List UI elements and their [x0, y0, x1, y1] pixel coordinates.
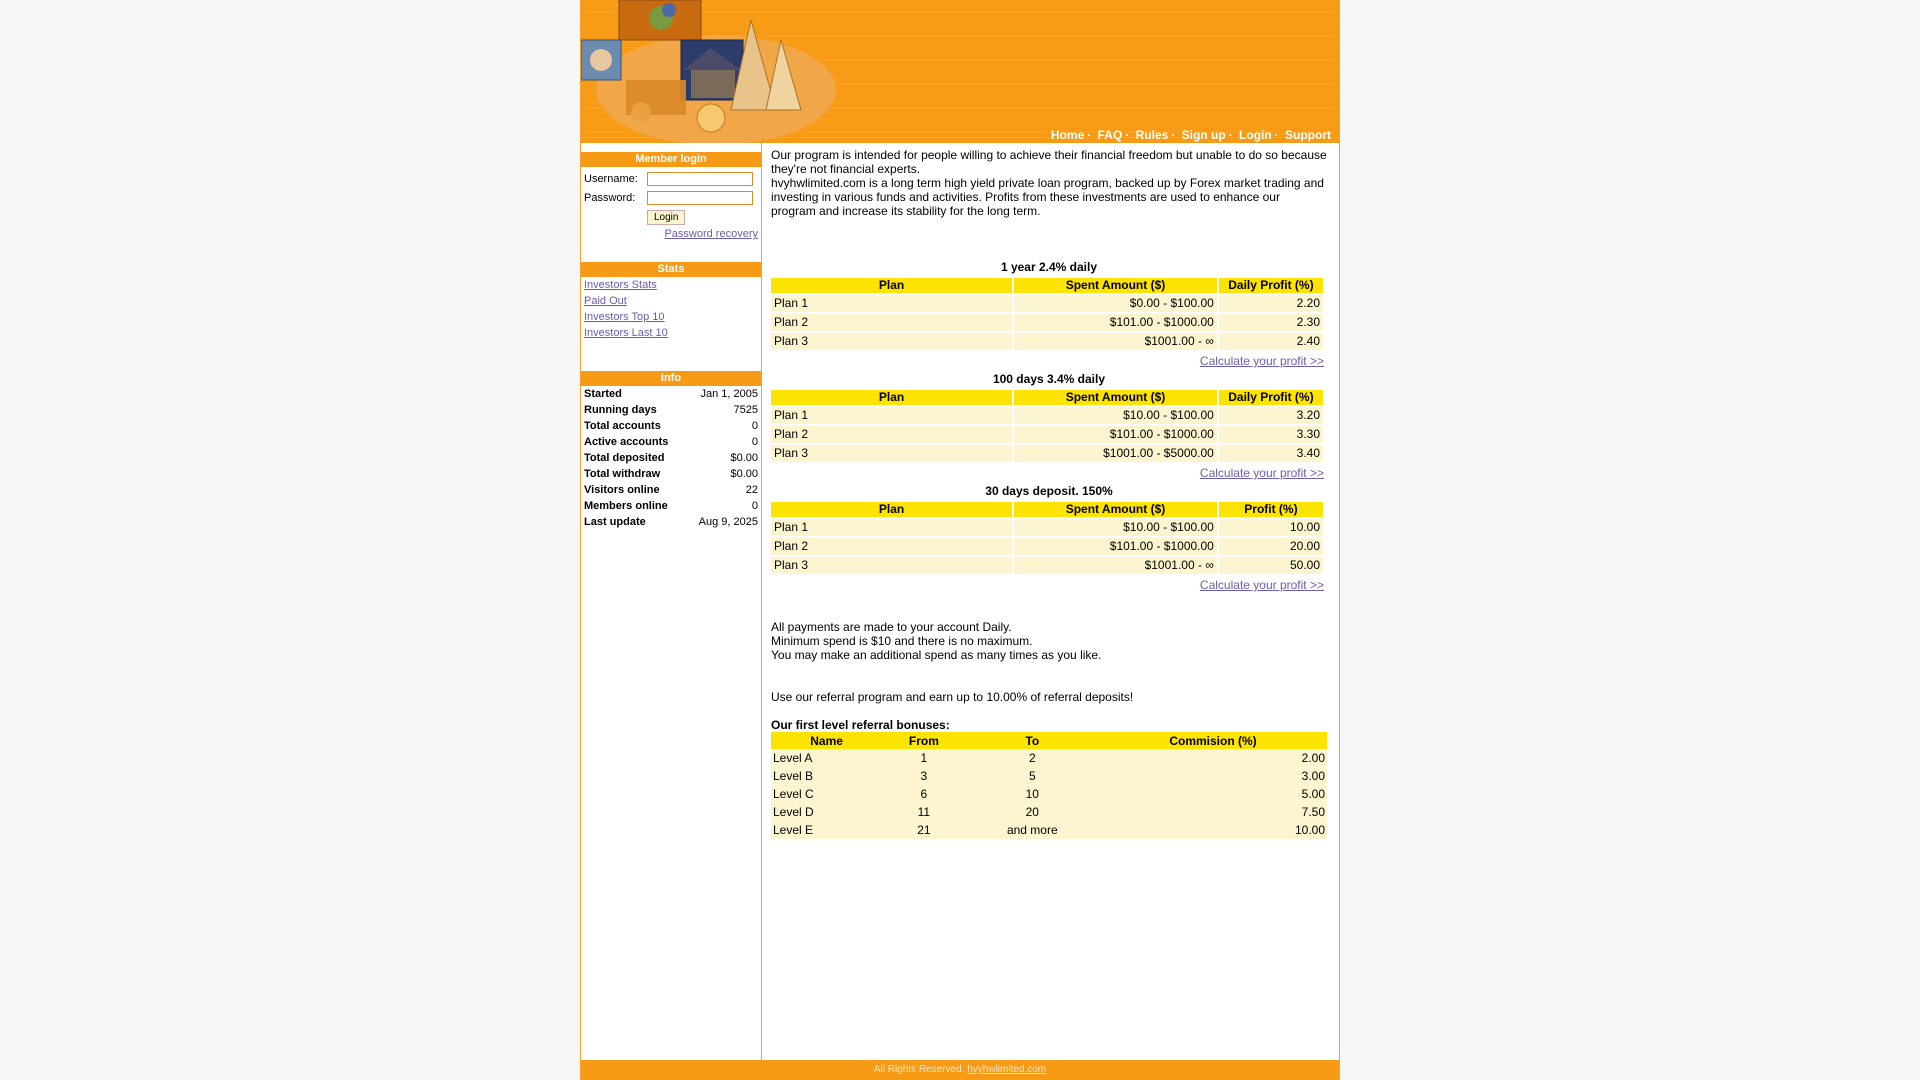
nav-faq-link[interactable]: FAQ [1097, 128, 1123, 142]
referral-table [771, 732, 1327, 839]
main-content [771, 148, 1327, 839]
info-value: 0 [751, 500, 758, 512]
plan-amount: $10.00 - $100.00 [1014, 519, 1217, 536]
calculate-profit-link[interactable]: Calculate your profit >> [1199, 466, 1324, 480]
info-value: Jan 1, 2005 [700, 388, 758, 400]
table-row [771, 314, 1323, 331]
plan-name: Plan 1 [771, 295, 1012, 312]
plan-profit: 2.30 [1219, 314, 1323, 331]
level-to: 2 [966, 749, 1099, 767]
level-commission: 5.00 [1099, 785, 1327, 803]
info-value: 0 [751, 436, 758, 448]
info-key: Total accounts [584, 420, 661, 432]
level-name: Level B [771, 767, 882, 785]
plan-table [769, 276, 1325, 352]
nav-login-link[interactable]: Login [1239, 128, 1272, 142]
password-row [581, 188, 761, 207]
table-row [771, 821, 1327, 839]
info-key: Total deposited [584, 452, 665, 464]
plan-profit: 20.00 [1219, 538, 1323, 555]
level-from: 1 [882, 749, 965, 767]
referral-note: Use our referral program and earn up to 10.00% of referral deposits! [771, 690, 1134, 704]
plans-section [771, 258, 1327, 594]
plan-name: Plan 1 [771, 519, 1012, 536]
header-collage-image [581, 0, 841, 143]
table-row [771, 407, 1323, 424]
stats-header: Stats [581, 262, 761, 277]
plan-title: 1 year 2.4% daily [1000, 260, 1098, 274]
level-from: 6 [882, 785, 965, 803]
paid-out-link[interactable]: Paid Out [584, 295, 627, 307]
username-label: Username: [584, 172, 638, 185]
payment-note: Minimum spend is $10 and there is no maximum. [771, 634, 1033, 648]
info-row [581, 466, 761, 482]
info-row [581, 418, 761, 434]
col-header: Plan [771, 390, 1012, 405]
info-key: Active accounts [584, 436, 669, 448]
page [580, 0, 1340, 1080]
info-key: Last update [584, 516, 646, 528]
table-row [771, 803, 1327, 821]
col-header: Name [771, 732, 882, 749]
top-navigation [1051, 128, 1331, 142]
plan-amount: $10.00 - $100.00 [1014, 407, 1217, 424]
nav-separator: · [1171, 128, 1176, 142]
level-to: and more [966, 821, 1099, 839]
investors-last10-link[interactable]: Investors Last 10 [584, 327, 668, 339]
plan-table [769, 500, 1325, 576]
plan-table [769, 388, 1325, 464]
plan-amount: $1001.00 - $5000.00 [1014, 445, 1217, 462]
calc-row [771, 352, 1327, 370]
footer [581, 1060, 1339, 1080]
calc-row [771, 464, 1327, 482]
investors-stats-link[interactable]: Investors Stats [584, 279, 657, 291]
plan-title: 30 days deposit. 150% [985, 484, 1113, 498]
col-header: Spent Amount ($) [1014, 278, 1217, 293]
nav-separator: · [1087, 128, 1092, 142]
level-from: 11 [882, 803, 965, 821]
table-row [771, 557, 1323, 574]
plan-profit: 10.00 [1219, 519, 1323, 536]
nav-signup-link[interactable]: Sign up [1181, 128, 1226, 142]
info-key: Total withdraw [584, 468, 661, 480]
nav-support-link[interactable]: Support [1285, 128, 1331, 142]
level-name: Level A [771, 749, 882, 767]
intro-paragraph: hvyhwlimited.com is a long term high yield private loan program, backed up by Forex market trading and investing in various funds and activities. Profits from these investments are used to enhance our program and increase its stability for the long term. [771, 176, 1324, 218]
col-header: Plan [771, 278, 1012, 293]
password-recovery-link[interactable]: Password recovery [664, 228, 758, 240]
table-row [771, 295, 1323, 312]
info-key: Running days [584, 404, 657, 416]
plan-amount: $101.00 - $1000.00 [1014, 426, 1217, 443]
col-header: From [882, 732, 965, 749]
info-value: 0 [751, 420, 758, 432]
info-value: $0.00 [730, 452, 758, 464]
payment-note: All payments are made to your account Daily. [771, 620, 1012, 634]
footer-text: All Rights Reserved. [873, 1064, 965, 1075]
info-row [581, 498, 761, 514]
plan-name: Plan 3 [771, 333, 1012, 350]
table-row [771, 333, 1323, 350]
info-row [581, 482, 761, 498]
plan-name: Plan 1 [771, 407, 1012, 424]
nav-separator: · [1125, 128, 1130, 142]
table-row [771, 445, 1323, 462]
table-row [771, 785, 1327, 803]
info-row [581, 386, 761, 402]
plan-title: 100 days 3.4% daily [992, 372, 1106, 386]
calculate-profit-link[interactable]: Calculate your profit >> [1199, 578, 1324, 592]
login-button[interactable]: Login [647, 210, 685, 225]
col-header: Spent Amount ($) [1014, 390, 1217, 405]
sidebar [581, 143, 762, 1060]
intro-paragraph: Our program is intended for people willing to achieve their financial freedom but unable to do so because they're not financial experts. [771, 148, 1327, 176]
calculate-profit-link[interactable]: Calculate your profit >> [1199, 354, 1324, 368]
password-label: Password: [584, 191, 636, 204]
calc-row [771, 576, 1327, 594]
level-to: 5 [966, 767, 1099, 785]
nav-separator: · [1228, 128, 1233, 142]
info-row [581, 402, 761, 418]
plan-name: Plan 3 [771, 557, 1012, 574]
info-value: 22 [745, 484, 758, 496]
header-banner [581, 0, 1339, 143]
col-header: To [966, 732, 1099, 749]
col-header: Daily Profit (%) [1219, 278, 1323, 293]
level-from: 21 [882, 821, 965, 839]
col-header: Profit (%) [1219, 502, 1323, 517]
nav-separator: · [1274, 128, 1279, 142]
info-row [581, 450, 761, 466]
table-row [771, 426, 1323, 443]
info-key: Started [584, 388, 622, 400]
footer-site-link[interactable]: hvyhwlimited.com [967, 1064, 1047, 1075]
plan-name: Plan 2 [771, 314, 1012, 331]
col-header: Daily Profit (%) [1219, 390, 1323, 405]
info-key: Members online [584, 500, 668, 512]
info-value: 7525 [733, 404, 758, 416]
plan-profit: 2.40 [1219, 333, 1323, 350]
table-row [771, 519, 1323, 536]
info-value: Aug 9, 2025 [698, 516, 758, 528]
info-header: Info [581, 371, 761, 386]
plan-amount: $101.00 - $1000.00 [1014, 538, 1217, 555]
info-value: $0.00 [730, 468, 758, 480]
table-row [771, 749, 1327, 767]
level-name: Level C [771, 785, 882, 803]
username-input[interactable] [647, 172, 753, 186]
member-login-header: Member login [581, 152, 761, 167]
nav-rules-link[interactable]: Rules [1135, 128, 1169, 142]
info-list [581, 386, 761, 530]
password-input[interactable] [647, 191, 753, 205]
referral-title: Our first level referral bonuses: [771, 718, 950, 732]
table-row [771, 538, 1323, 555]
plan-amount: $0.00 - $100.00 [1014, 295, 1217, 312]
info-key: Visitors online [584, 484, 660, 496]
col-header: Spent Amount ($) [1014, 502, 1217, 517]
level-from: 3 [882, 767, 965, 785]
plan-name: Plan 2 [771, 426, 1012, 443]
table-row [771, 767, 1327, 785]
level-commission: 2.00 [1099, 749, 1327, 767]
plan-profit: 50.00 [1219, 557, 1323, 574]
plan-name: Plan 3 [771, 445, 1012, 462]
info-row [581, 434, 761, 450]
level-to: 20 [966, 803, 1099, 821]
level-commission: 7.50 [1099, 803, 1327, 821]
plan-profit: 2.20 [1219, 295, 1323, 312]
level-name: Level D [771, 803, 882, 821]
info-row [581, 514, 761, 530]
plan-amount: $101.00 - $1000.00 [1014, 314, 1217, 331]
level-commission: 3.00 [1099, 767, 1327, 785]
nav-home-link[interactable]: Home [1050, 128, 1085, 142]
plan-profit: 3.20 [1219, 407, 1323, 424]
level-commission: 10.00 [1099, 821, 1327, 839]
level-to: 10 [966, 785, 1099, 803]
col-header: Plan [771, 502, 1012, 517]
plan-profit: 3.30 [1219, 426, 1323, 443]
plan-amount: $1001.00 - ∞ [1014, 333, 1217, 350]
plan-amount: $1001.00 - ∞ [1014, 557, 1217, 574]
plan-name: Plan 2 [771, 538, 1012, 555]
username-row [581, 169, 761, 188]
payment-note: You may make an additional spend as many times as you like. [771, 648, 1102, 662]
investors-top10-link[interactable]: Investors Top 10 [584, 311, 665, 323]
level-name: Level E [771, 821, 882, 839]
col-header: Commision (%) [1099, 732, 1327, 749]
plan-profit: 3.40 [1219, 445, 1323, 462]
